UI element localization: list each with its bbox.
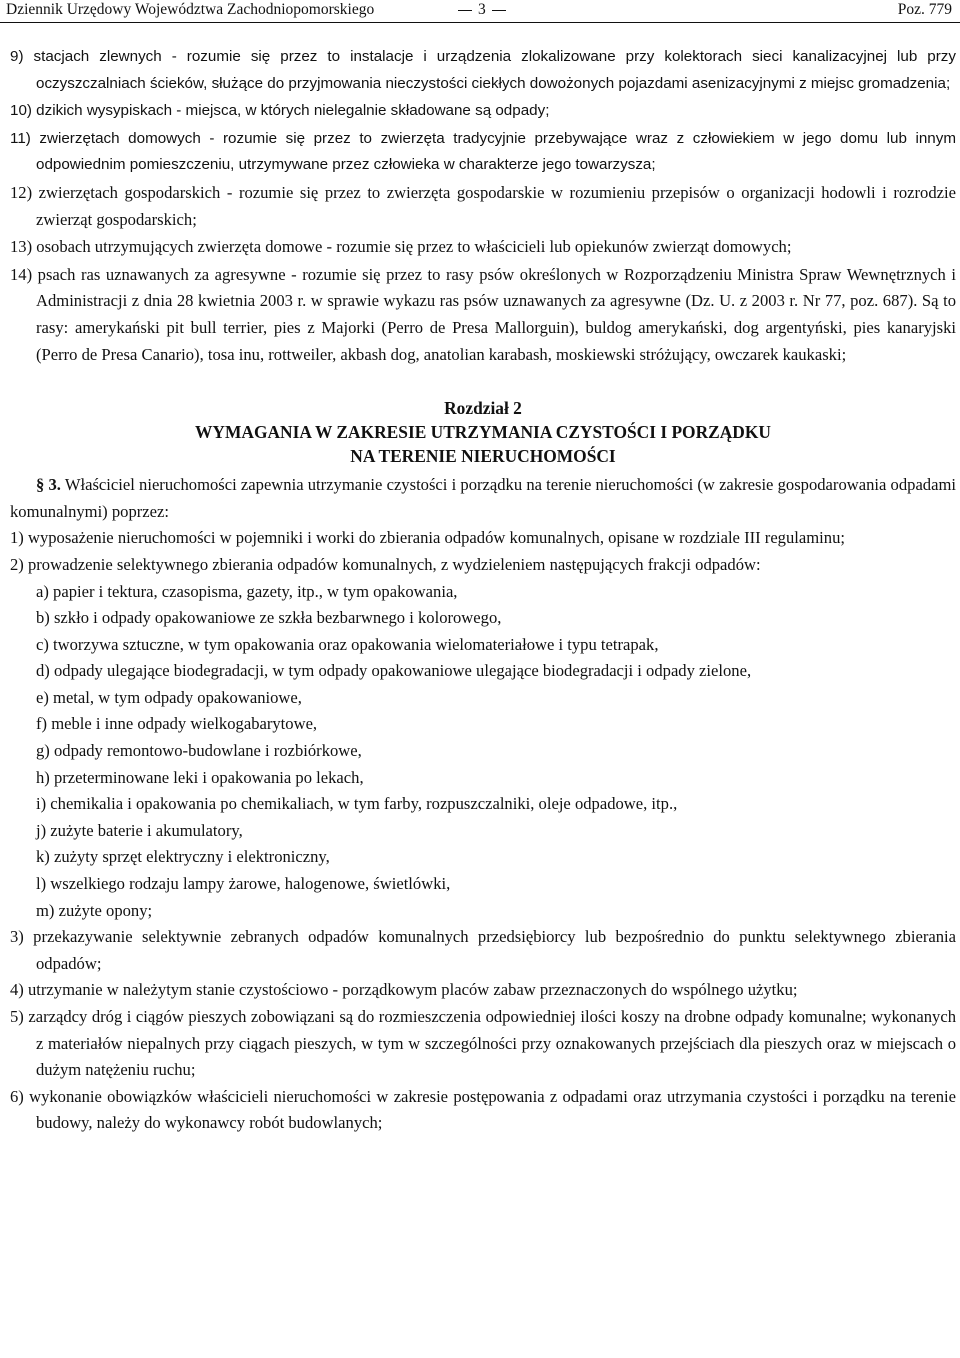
definition-item-9: 9) stacjach zlewnych - rozumie się przez to instalacje i urządzenia zlokalizowane przy kolektorach sieci kanalizacyjnej lub przy oczyszczalniach ścieków, służące do przyjmowania nieczystości ciekłych dowożonych pojazdami asenizacyjnymi z miejsc gromadzenia;: [10, 48, 956, 92]
chapter-heading: [10, 396, 956, 468]
section-intro-text: Właściciel nieruchomości zapewnia utrzymanie czystości i porządku na terenie nieruchomości (w zakresie gospodarowania odpadami komunalnymi) poprzez:: [10, 475, 956, 521]
point-4: 4) utrzymanie w należytym stanie czystościowo - porządkowym placów zabaw przeznaczonych do wspólnego użytku;: [10, 980, 798, 1000]
fraction-h: h) przeterminowane leki i opakowania po lekach,: [36, 767, 364, 787]
section-intro: [10, 472, 956, 525]
definition-item-14: 14) psach ras uznawanych za agresywne - rozumie się przez to rasy psów określonych w Rozporządzeniu Ministra Spraw Wewnętrznych i Administracji z dnia 28 kwietnia 2003 r. w sprawie wykazu ras psów uznawanych za agresywne (Dz. U. z 2003 r. Nr 77, poz. 687). Są to rasy: amerykański pit bull terrier, pies z Majorki (Perro de Presa Mallorguin), buldog amerykański, dog argentyński, pies kanaryjski (Perro de Presa Canario), tosa inu, rottweiler, akbash dog, anatolian karabash, moskiewski stróżujący, owczarek kaukaski;: [10, 264, 956, 364]
definition-item-12: 12) zwierzętach gospodarskich - rozumie się przez to zwierzęta gospodarskie w rozumieniu przepisów o organizacji hodowli i rozrodzie zwierząt gospodarskich;: [10, 182, 956, 229]
chapter-title-line1: WYMAGANIA W ZAKRESIE UTRZYMANIA CZYSTOŚCI I PORZĄDKU: [195, 422, 771, 443]
page-header: [0, 0, 960, 22]
point-6: 6) wykonanie obowiązków właścicieli nieruchomości w zakresie postępowania z odpadami oraz utrzymania czystości i porządku na terenie budowy, należy do wykonawcy robót budowlanych;: [10, 1086, 956, 1133]
fraction-j: j) zużyte baterie i akumulatory,: [36, 820, 243, 840]
chapter-number: Rozdział 2: [444, 398, 522, 419]
fraction-b: b) szkło i odpady opakowaniowe ze szkła bezbarwnego i kolorowego,: [36, 608, 502, 628]
fraction-e: e) metal, w tym odpady opakowaniowe,: [36, 687, 302, 707]
definition-item-13: 13) osobach utrzymujących zwierzęta domowe - rozumie się przez to właścicieli lub opiekunów zwierząt domowych;: [10, 237, 792, 257]
fraction-l: l) wszelkiego rodzaju lampy żarowe, halogenowe, świetlówki,: [36, 874, 451, 894]
chapter-title-line2: NA TERENIE NIERUCHOMOŚCI: [350, 446, 616, 467]
header-divider: [0, 22, 960, 23]
definitions-list: [10, 44, 956, 368]
points-list: [10, 525, 956, 1137]
section-mark: § 3.: [36, 475, 61, 495]
fraction-k: k) zużyty sprzęt elektryczny i elektroniczny,: [36, 847, 330, 867]
point-1: 1) wyposażenie nieruchomości w pojemniki i worki do zbierania odpadów komunalnych, opisane w rozdziale III regulaminu;: [10, 528, 845, 548]
fraction-i: i) chemikalia i opakowania po chemikaliach, w tym farby, rozpuszczalniki, oleje odpadowe, itp.,: [36, 794, 678, 814]
document-body: [10, 44, 956, 1137]
fraction-a: a) papier i tektura, czasopisma, gazety, itp., w tym opakowania,: [36, 581, 458, 601]
fraction-f: f) meble i inne odpady wielkogabarytowe,: [36, 714, 318, 734]
fraction-c: c) tworzywa sztuczne, w tym opakowania oraz opakowania wielomateriałowe i typu tetrapak,: [36, 634, 659, 654]
position-number: Poz. 779: [897, 1, 952, 18]
fraction-g: g) odpady remontowo-budowlane i rozbiórkowe,: [36, 741, 362, 761]
page-number: [452, 0, 512, 20]
fraction-m: m) zużyte opony;: [36, 900, 153, 920]
page-number-value: 3: [478, 1, 486, 18]
fraction-d: d) odpady ulegające biodegradacji, w tym odpady opakowaniowe ulegające biodegradacji i odpady zielone,: [36, 661, 752, 681]
point-3: 3) przekazywanie selektywnie zebranych odpadów komunalnych przedsiębiorcy lub bezpośrednio do punktu selektywnego zbierania odpadów;: [10, 927, 956, 973]
point-5: 5) zarządcy dróg i ciągów pieszych zobowiązani są do rozmieszczenia odpowiedniej ilości koszy na drobne odpady komunalne; wykonanych z materiałów niepalnych przy ciągach pieszych, w tym w szczególności przy oznakowanych przejściach dla pieszych oraz w miejscach o dużym natężeniu ruchu;: [10, 1007, 956, 1080]
journal-title: Dziennik Urzędowy Województwa Zachodniopomorskiego: [6, 1, 375, 18]
point-2: 2) prowadzenie selektywnego zbierania odpadów komunalnych, z wydzieleniem następujących frakcji odpadów:: [10, 554, 761, 574]
definition-item-10: 10) dzikich wysypiskach - miejsca, w których nielegalnie składowane są odpady;: [10, 102, 550, 120]
definition-item-11: 11) zwierzętach domowych - rozumie się przez to zwierzęta tradycyjnie przebywające wraz z człowiekiem w jego domu lub innym odpowiednim pomieszczeniu, utrzymywane przez człowieka w charakterze jego towarzysza;: [10, 129, 956, 174]
fractions-list: [10, 579, 956, 925]
